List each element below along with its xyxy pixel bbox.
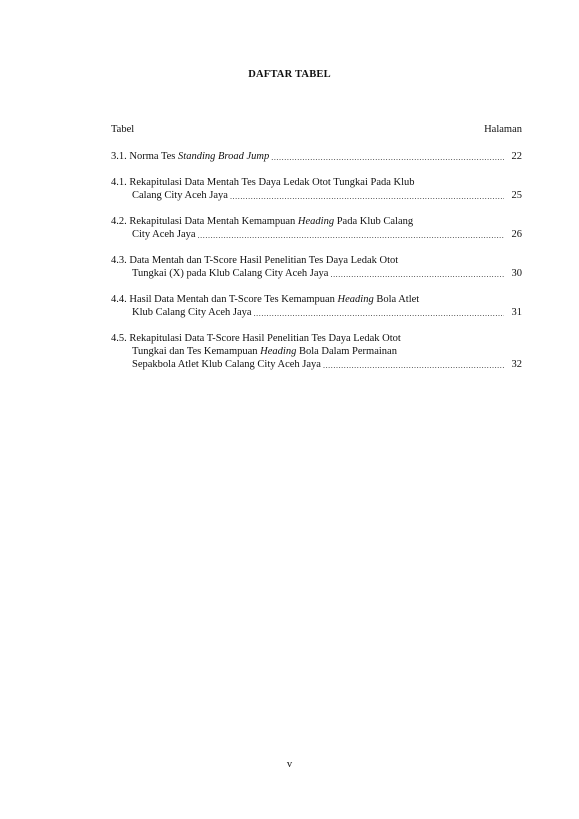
column-label-page: Halaman <box>484 124 522 135</box>
page-title: DAFTAR TABEL <box>248 69 331 80</box>
dot-leader <box>198 231 504 241</box>
list-item <box>111 150 522 163</box>
entry-line <box>111 150 522 163</box>
page-reference: 22 <box>511 151 522 162</box>
list-item <box>111 254 522 280</box>
list-item <box>111 215 522 241</box>
dot-leader <box>254 309 504 319</box>
page-reference: 30 <box>511 268 522 279</box>
list-item <box>111 332 522 371</box>
column-label-table: Tabel <box>111 124 135 135</box>
entry-text: 4.5. Rekapitulasi Data T-Score Hasil Penelitian Tes Daya Ledak Otot <box>111 333 401 344</box>
entry-line <box>111 267 522 280</box>
entry-line <box>111 306 522 319</box>
table-number: 4.4. <box>111 294 130 305</box>
dot-leader <box>271 153 504 163</box>
list-item <box>111 293 522 319</box>
table-number: 4.5. <box>111 333 130 344</box>
entry-text: 4.3. Data Mentah dan T-Score Hasil Penelitian Tes Daya Ledak Otot <box>111 255 399 266</box>
entry-line <box>111 215 522 228</box>
page-reference: 26 <box>511 229 522 240</box>
page-reference: 25 <box>511 190 522 201</box>
entry-line <box>111 176 522 189</box>
table-number: 4.3. <box>111 255 130 266</box>
table-number: 3.1. <box>111 151 130 162</box>
page-reference: 32 <box>511 359 522 370</box>
table-number: 4.2. <box>111 216 130 227</box>
table-of-tables-header <box>111 124 522 135</box>
entry-text: Sepakbola Atlet Klub Calang City Aceh Jaya <box>132 359 321 370</box>
dot-leader <box>230 192 504 202</box>
dot-leader <box>323 361 504 371</box>
entry-text: Tungkai (X) pada Klub Calang City Aceh Jaya <box>132 268 329 279</box>
entry-text: Calang City Aceh Jaya <box>132 190 228 201</box>
entry-line <box>111 254 522 267</box>
entry-line <box>111 293 522 306</box>
page-reference: 31 <box>511 307 522 318</box>
entry-line <box>111 345 522 358</box>
entry-line <box>111 189 522 202</box>
entry-line <box>111 358 522 371</box>
entry-line <box>111 332 522 345</box>
table-list <box>111 150 522 384</box>
entry-text: Tungkai dan Tes Kemampuan Heading Bola Dalam Permainan <box>132 346 397 357</box>
entry-text: City Aceh Jaya <box>132 229 196 240</box>
entry-text: 4.4. Hasil Data Mentah dan T-Score Tes Kemampuan Heading Bola Atlet <box>111 294 420 305</box>
page-number: v <box>286 759 293 770</box>
dot-leader <box>330 270 504 280</box>
entry-text: 3.1. Norma Tes Standing Broad Jump <box>111 151 270 162</box>
list-item <box>111 176 522 202</box>
entry-line <box>111 228 522 241</box>
entry-text: Klub Calang City Aceh Jaya <box>132 307 252 318</box>
table-number: 4.1. <box>111 177 130 188</box>
entry-text: 4.1. Rekapitulasi Data Mentah Tes Daya Ledak Otot Tungkai Pada Klub <box>111 177 415 188</box>
entry-text: 4.2. Rekapitulasi Data Mentah Kemampuan Heading Pada Klub Calang <box>111 216 414 227</box>
